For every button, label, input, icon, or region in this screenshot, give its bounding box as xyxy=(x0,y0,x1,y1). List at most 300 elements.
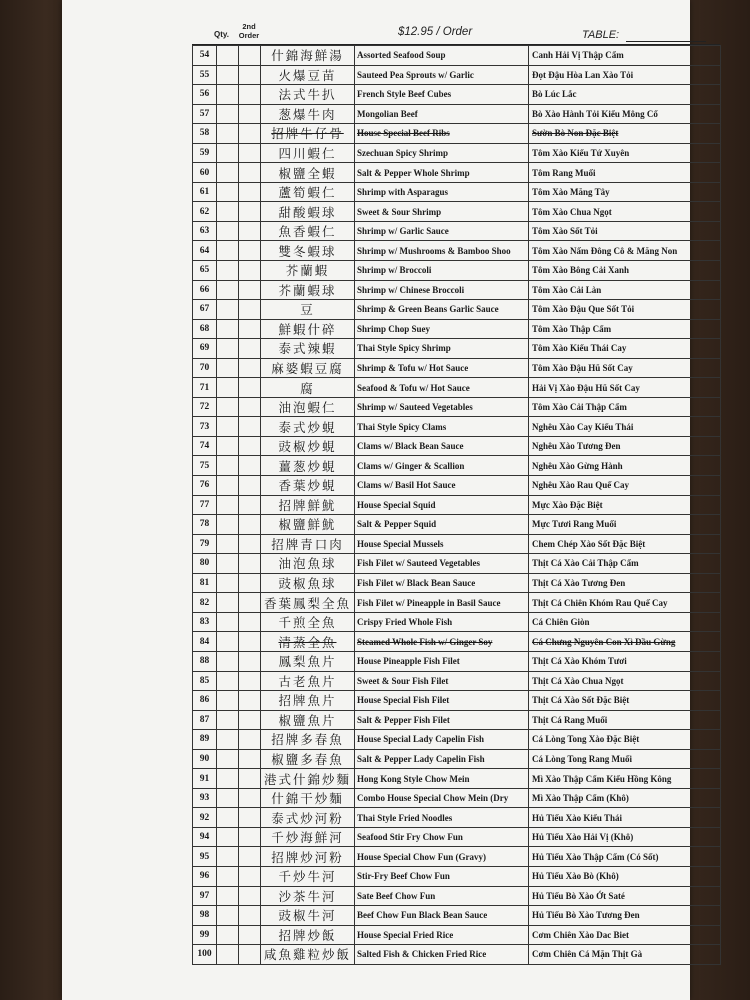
qty-cell[interactable] xyxy=(217,339,239,359)
qty-cell[interactable] xyxy=(217,769,239,789)
menu-row xyxy=(193,85,721,105)
second-order-cell[interactable] xyxy=(239,769,261,789)
qty-cell[interactable] xyxy=(217,632,239,652)
qty-cell[interactable] xyxy=(217,788,239,808)
second-order-cell[interactable] xyxy=(239,436,261,456)
item-number: 99 xyxy=(193,925,217,945)
menu-row xyxy=(193,691,721,711)
second-order-cell[interactable] xyxy=(239,651,261,671)
menu-row xyxy=(193,651,721,671)
chinese-name: 四川蝦仁 xyxy=(261,143,355,163)
second-order-cell[interactable] xyxy=(239,241,261,261)
english-name: Sauteed Pea Sprouts w/ Garlic xyxy=(355,65,529,85)
chinese-name: 千炒牛河 xyxy=(261,866,355,886)
item-number: 96 xyxy=(193,866,217,886)
item-number: 78 xyxy=(193,515,217,535)
vietnamese-name: Mực Xào Đặc Biệt xyxy=(529,495,721,515)
menu-row xyxy=(193,612,721,632)
english-name: Salted Fish & Chicken Fried Rice xyxy=(355,945,529,965)
menu-table xyxy=(192,45,721,965)
chinese-name: 腐 xyxy=(261,378,355,398)
vietnamese-name: Cơm Chiên Xào Dac Biet xyxy=(529,925,721,945)
item-number: 57 xyxy=(193,104,217,124)
qty-cell[interactable] xyxy=(217,554,239,574)
second-order-cell[interactable] xyxy=(239,202,261,222)
vietnamese-name: Thịt Cá Xào Chua Ngọt xyxy=(529,671,721,691)
english-name: Shrimp & Tofu w/ Hot Sauce xyxy=(355,358,529,378)
qty-cell[interactable] xyxy=(217,397,239,417)
english-name: Fish Filet w/ Sauteed Vegetables xyxy=(355,554,529,574)
second-order-column-label: 2nd Order xyxy=(238,22,260,40)
english-name: House Special Lady Capelin Fish xyxy=(355,730,529,750)
item-number: 90 xyxy=(193,749,217,769)
menu-row xyxy=(193,397,721,417)
second-order-cell[interactable] xyxy=(239,143,261,163)
vietnamese-name: Tôm Xào Kiểu Tứ Xuyên xyxy=(529,143,721,163)
item-number: 68 xyxy=(193,319,217,339)
english-name: Thai Style Spicy Clams xyxy=(355,417,529,437)
menu-row xyxy=(193,945,721,965)
second-order-cell[interactable] xyxy=(239,788,261,808)
chinese-name: 港式什錦炒麵 xyxy=(261,769,355,789)
item-number: 77 xyxy=(193,495,217,515)
chinese-name: 芥蘭蝦球 xyxy=(261,280,355,300)
menu-order-form xyxy=(192,22,720,965)
english-name: Fish Filet w/ Black Bean Sauce xyxy=(355,573,529,593)
menu-row xyxy=(193,182,721,202)
qty-cell[interactable] xyxy=(217,104,239,124)
vietnamese-name: Hủ Tiếu Xào Thập Cẩm (Có Sốt) xyxy=(529,847,721,867)
english-name: Clams w/ Black Bean Sauce xyxy=(355,436,529,456)
qty-cell[interactable] xyxy=(217,515,239,535)
second-order-cell[interactable] xyxy=(239,124,261,144)
qty-cell[interactable] xyxy=(217,827,239,847)
item-number: 76 xyxy=(193,476,217,496)
menu-row xyxy=(193,436,721,456)
english-name: Assorted Seafood Soup xyxy=(355,46,529,66)
menu-row xyxy=(193,495,721,515)
menu-row xyxy=(193,769,721,789)
chinese-name: 油泡魚球 xyxy=(261,554,355,574)
second-order-cell[interactable] xyxy=(239,339,261,359)
form-header xyxy=(192,22,720,45)
english-name: Stir-Fry Beef Chow Fun xyxy=(355,866,529,886)
chinese-name: 招牌牛仔骨 xyxy=(261,124,355,144)
second-order-cell[interactable] xyxy=(239,163,261,183)
menu-row xyxy=(193,46,721,66)
item-number: 100 xyxy=(193,945,217,965)
menu-row xyxy=(193,241,721,261)
item-number: 58 xyxy=(193,124,217,144)
vietnamese-name: Cơm Chiên Cá Mặn Thịt Gà xyxy=(529,945,721,965)
qty-cell[interactable] xyxy=(217,749,239,769)
chinese-name: 法式牛扒 xyxy=(261,85,355,105)
qty-cell[interactable] xyxy=(217,85,239,105)
english-name: Shrimp w/ Chinese Broccoli xyxy=(355,280,529,300)
second-order-cell[interactable] xyxy=(239,319,261,339)
vietnamese-name: Thịt Cá Xào Cải Thập Cẩm xyxy=(529,554,721,574)
menu-row xyxy=(193,476,721,496)
chinese-name: 咸魚雞粒炒飯 xyxy=(261,945,355,965)
chinese-name: 招牌多春魚 xyxy=(261,730,355,750)
chinese-name: 招牌炒飯 xyxy=(261,925,355,945)
menu-row xyxy=(193,417,721,437)
second-order-cell[interactable] xyxy=(239,456,261,476)
second-order-cell[interactable] xyxy=(239,65,261,85)
second-order-cell[interactable] xyxy=(239,612,261,632)
vietnamese-name: Thịt Cá Rang Muối xyxy=(529,710,721,730)
vietnamese-name: Nghêu Xào Cay Kiểu Thái xyxy=(529,417,721,437)
chinese-name: 椒鹽鮮魷 xyxy=(261,515,355,535)
table-number-label: TABLE: xyxy=(582,29,620,41)
order-sheet xyxy=(62,0,690,1000)
vietnamese-name: Tôm Xào Kiểu Thái Cay xyxy=(529,339,721,359)
chinese-name: 蘆筍蝦仁 xyxy=(261,182,355,202)
english-name: Sweet & Sour Shrimp xyxy=(355,202,529,222)
second-order-cell[interactable] xyxy=(239,495,261,515)
qty-cell[interactable] xyxy=(217,417,239,437)
english-name: Salt & Pepper Fish Filet xyxy=(355,710,529,730)
vietnamese-name: Nghêu Xào Gừng Hành xyxy=(529,456,721,476)
vietnamese-name: Mì Xào Thập Cẩm (Khô) xyxy=(529,788,721,808)
qty-cell[interactable] xyxy=(217,612,239,632)
second-order-cell[interactable] xyxy=(239,906,261,926)
chinese-name: 千煎全魚 xyxy=(261,612,355,632)
menu-row xyxy=(193,925,721,945)
item-number: 62 xyxy=(193,202,217,222)
item-number: 93 xyxy=(193,788,217,808)
chinese-name: 椒鹽魚片 xyxy=(261,710,355,730)
second-order-cell[interactable] xyxy=(239,671,261,691)
menu-row xyxy=(193,749,721,769)
chinese-name: 薑葱炒蜆 xyxy=(261,456,355,476)
menu-row xyxy=(193,730,721,750)
vietnamese-name: Tôm Xào Sốt Tỏi xyxy=(529,221,721,241)
item-number: 73 xyxy=(193,417,217,437)
vietnamese-name: Hủ Tiếu Bò Xào Ớt Saté xyxy=(529,886,721,906)
qty-cell[interactable] xyxy=(217,436,239,456)
second-order-cell[interactable] xyxy=(239,710,261,730)
chinese-name: 招牌青口肉 xyxy=(261,534,355,554)
vietnamese-name: Hủ Tiếu Bò Xào Tương Đen xyxy=(529,906,721,926)
english-name: Clams w/ Ginger & Scallion xyxy=(355,456,529,476)
qty-cell[interactable] xyxy=(217,573,239,593)
qty-cell[interactable] xyxy=(217,593,239,613)
english-name: House Special Mussels xyxy=(355,534,529,554)
english-name: Sweet & Sour Fish Filet xyxy=(355,671,529,691)
chinese-name: 甜酸蝦球 xyxy=(261,202,355,222)
item-number: 80 xyxy=(193,554,217,574)
qty-cell[interactable] xyxy=(217,886,239,906)
chinese-name: 椒鹽全蝦 xyxy=(261,163,355,183)
second-order-cell[interactable] xyxy=(239,104,261,124)
qty-cell[interactable] xyxy=(217,163,239,183)
item-number: 87 xyxy=(193,710,217,730)
vietnamese-name: Hải Vị Xào Đậu Hũ Sốt Cay xyxy=(529,378,721,398)
second-order-cell[interactable] xyxy=(239,280,261,300)
price-per-order: $12.95 / Order xyxy=(398,26,473,38)
menu-row xyxy=(193,65,721,85)
vietnamese-name: Mì Xào Thập Cẩm Kiểu Hồng Kông xyxy=(529,769,721,789)
qty-cell[interactable] xyxy=(217,46,239,66)
vietnamese-name: Canh Hải Vị Thập Cẩm xyxy=(529,46,721,66)
second-order-cell[interactable] xyxy=(239,847,261,867)
english-name: Seafood & Tofu w/ Hot Sauce xyxy=(355,378,529,398)
qty-cell[interactable] xyxy=(217,261,239,281)
english-name: Shrimp Chop Suey xyxy=(355,319,529,339)
menu-row xyxy=(193,808,721,828)
item-number: 61 xyxy=(193,182,217,202)
menu-row xyxy=(193,143,721,163)
chinese-name: 招牌鮮魷 xyxy=(261,495,355,515)
vietnamese-name: Nghêu Xào Rau Quế Cay xyxy=(529,476,721,496)
second-order-cell[interactable] xyxy=(239,417,261,437)
item-number: 65 xyxy=(193,261,217,281)
qty-cell[interactable] xyxy=(217,319,239,339)
second-order-cell[interactable] xyxy=(239,691,261,711)
qty-cell[interactable] xyxy=(217,866,239,886)
english-name: House Special Squid xyxy=(355,495,529,515)
english-name: Shrimp w/ Garlic Sauce xyxy=(355,221,529,241)
qty-column-label: Qty. xyxy=(214,30,229,39)
english-name: Mongolian Beef xyxy=(355,104,529,124)
menu-row xyxy=(193,554,721,574)
menu-row xyxy=(193,358,721,378)
vietnamese-name: Thịt Cá Chiên Khóm Rau Quế Cay xyxy=(529,593,721,613)
chinese-name: 泰式炒蜆 xyxy=(261,417,355,437)
menu-row xyxy=(193,221,721,241)
chinese-name: 魚香蝦仁 xyxy=(261,221,355,241)
chinese-name: 鮮蝦什碎 xyxy=(261,319,355,339)
english-name: Steamed Whole Fish w/ Ginger Soy xyxy=(355,632,529,652)
menu-row xyxy=(193,534,721,554)
menu-row xyxy=(193,280,721,300)
vietnamese-name: Bò Lúc Lắc xyxy=(529,85,721,105)
second-order-cell[interactable] xyxy=(239,46,261,66)
vietnamese-name: Nghêu Xào Tương Đen xyxy=(529,436,721,456)
menu-row xyxy=(193,632,721,652)
item-number: 60 xyxy=(193,163,217,183)
chinese-name: 鳳梨魚片 xyxy=(261,651,355,671)
item-number: 75 xyxy=(193,456,217,476)
english-name: Sate Beef Chow Fun xyxy=(355,886,529,906)
item-number: 67 xyxy=(193,300,217,320)
chinese-name: 椒鹽多春魚 xyxy=(261,749,355,769)
qty-cell[interactable] xyxy=(217,456,239,476)
second-order-cell[interactable] xyxy=(239,554,261,574)
item-number: 74 xyxy=(193,436,217,456)
english-name: Beef Chow Fun Black Bean Sauce xyxy=(355,906,529,926)
vietnamese-name: Cá Lòng Tong Xào Đặc Biệt xyxy=(529,730,721,750)
english-name: Thai Style Spicy Shrimp xyxy=(355,339,529,359)
item-number: 82 xyxy=(193,593,217,613)
qty-cell[interactable] xyxy=(217,808,239,828)
second-order-cell[interactable] xyxy=(239,827,261,847)
vietnamese-name: Tôm Xào Cải Làn xyxy=(529,280,721,300)
english-name: Shrimp & Green Beans Garlic Sauce xyxy=(355,300,529,320)
item-number: 70 xyxy=(193,358,217,378)
menu-row xyxy=(193,104,721,124)
item-number: 56 xyxy=(193,85,217,105)
item-number: 85 xyxy=(193,671,217,691)
item-number: 92 xyxy=(193,808,217,828)
english-name: Shrimp w/ Sauteed Vegetables xyxy=(355,397,529,417)
second-order-cell[interactable] xyxy=(239,945,261,965)
chinese-name: 泰式炒河粉 xyxy=(261,808,355,828)
qty-cell[interactable] xyxy=(217,182,239,202)
english-name: Salt & Pepper Lady Capelin Fish xyxy=(355,749,529,769)
second-order-cell[interactable] xyxy=(239,515,261,535)
second-order-cell[interactable] xyxy=(239,261,261,281)
vietnamese-name: Tôm Xào Bông Cải Xanh xyxy=(529,261,721,281)
second-order-cell[interactable] xyxy=(239,808,261,828)
item-number: 63 xyxy=(193,221,217,241)
qty-cell[interactable] xyxy=(217,495,239,515)
chinese-name: 雙冬蝦球 xyxy=(261,241,355,261)
qty-cell[interactable] xyxy=(217,730,239,750)
item-number: 86 xyxy=(193,691,217,711)
chinese-name: 千炒海鮮河 xyxy=(261,827,355,847)
qty-cell[interactable] xyxy=(217,280,239,300)
vietnamese-name: Cá Chiên Giòn xyxy=(529,612,721,632)
qty-cell[interactable] xyxy=(217,691,239,711)
item-number: 79 xyxy=(193,534,217,554)
second-order-cell[interactable] xyxy=(239,593,261,613)
qty-cell[interactable] xyxy=(217,378,239,398)
english-name: House Special Beef Ribs xyxy=(355,124,529,144)
chinese-name: 芥蘭蝦 xyxy=(261,261,355,281)
chinese-name: 豉椒炒蜆 xyxy=(261,436,355,456)
english-name: Seafood Stir Fry Chow Fun xyxy=(355,827,529,847)
menu-row xyxy=(193,847,721,867)
qty-cell[interactable] xyxy=(217,143,239,163)
item-number: 98 xyxy=(193,906,217,926)
qty-cell[interactable] xyxy=(217,300,239,320)
vietnamese-name: Tôm Rang Muối xyxy=(529,163,721,183)
second-order-cell[interactable] xyxy=(239,182,261,202)
item-number: 95 xyxy=(193,847,217,867)
second-order-cell[interactable] xyxy=(239,866,261,886)
qty-cell[interactable] xyxy=(217,124,239,144)
second-order-cell[interactable] xyxy=(239,886,261,906)
second-order-cell[interactable] xyxy=(239,221,261,241)
item-number: 66 xyxy=(193,280,217,300)
item-number: 69 xyxy=(193,339,217,359)
second-order-cell[interactable] xyxy=(239,573,261,593)
second-order-cell[interactable] xyxy=(239,730,261,750)
qty-cell[interactable] xyxy=(217,671,239,691)
qty-cell[interactable] xyxy=(217,945,239,965)
vietnamese-name: Tôm Xào Nấm Đông Cô & Măng Non xyxy=(529,241,721,261)
vietnamese-name: Tôm Xào Đậu Hũ Sốt Cay xyxy=(529,358,721,378)
chinese-name: 什錦海鮮湯 xyxy=(261,46,355,66)
second-order-cell[interactable] xyxy=(239,534,261,554)
item-number: 83 xyxy=(193,612,217,632)
english-name: Hong Kong Style Chow Mein xyxy=(355,769,529,789)
chinese-name: 葱爆牛肉 xyxy=(261,104,355,124)
chinese-name: 香葉炒蜆 xyxy=(261,476,355,496)
vietnamese-name: Thịt Cá Xào Khóm Tươi xyxy=(529,651,721,671)
menu-row xyxy=(193,163,721,183)
vietnamese-name: Hủ Tiếu Xào Bò (Khô) xyxy=(529,866,721,886)
qty-cell[interactable] xyxy=(217,651,239,671)
english-name: Salt & Pepper Whole Shrimp xyxy=(355,163,529,183)
menu-row xyxy=(193,378,721,398)
menu-row xyxy=(193,593,721,613)
chinese-name: 麻婆蝦豆腐 xyxy=(261,358,355,378)
english-name: French Style Beef Cubes xyxy=(355,85,529,105)
chinese-name: 泰式辣蝦 xyxy=(261,339,355,359)
qty-cell[interactable] xyxy=(217,710,239,730)
menu-row xyxy=(193,456,721,476)
menu-row xyxy=(193,788,721,808)
qty-cell[interactable] xyxy=(217,847,239,867)
chinese-name: 什錦干炒麵 xyxy=(261,788,355,808)
english-name: Combo House Special Chow Mein (Dry xyxy=(355,788,529,808)
vietnamese-name: Đọt Đậu Hòa Lan Xào Tỏi xyxy=(529,65,721,85)
vietnamese-name: Tôm Xào Thập Cẩm xyxy=(529,319,721,339)
item-number: 54 xyxy=(193,46,217,66)
second-order-cell[interactable] xyxy=(239,476,261,496)
item-number: 71 xyxy=(193,378,217,398)
item-number: 81 xyxy=(193,573,217,593)
qty-cell[interactable] xyxy=(217,534,239,554)
menu-row xyxy=(193,906,721,926)
second-order-cell[interactable] xyxy=(239,358,261,378)
english-name: Shrimp w/ Mushrooms & Bamboo Shoo xyxy=(355,241,529,261)
second-order-cell[interactable] xyxy=(239,749,261,769)
qty-cell[interactable] xyxy=(217,202,239,222)
qty-cell[interactable] xyxy=(217,906,239,926)
english-name: Fish Filet w/ Pineapple in Basil Sauce xyxy=(355,593,529,613)
qty-cell[interactable] xyxy=(217,925,239,945)
item-number: 64 xyxy=(193,241,217,261)
menu-row xyxy=(193,319,721,339)
qty-cell[interactable] xyxy=(217,241,239,261)
english-name: House Special Fish Filet xyxy=(355,691,529,711)
chinese-name: 沙茶牛河 xyxy=(261,886,355,906)
second-order-cell[interactable] xyxy=(239,378,261,398)
menu-row xyxy=(193,202,721,222)
chinese-name: 招牌炒河粉 xyxy=(261,847,355,867)
qty-cell[interactable] xyxy=(217,476,239,496)
second-order-cell[interactable] xyxy=(239,300,261,320)
qty-cell[interactable] xyxy=(217,221,239,241)
table-number-field[interactable] xyxy=(626,41,706,42)
qty-cell[interactable] xyxy=(217,358,239,378)
second-order-cell[interactable] xyxy=(239,397,261,417)
vietnamese-name: Tôm Xào Chua Ngọt xyxy=(529,202,721,222)
menu-row xyxy=(193,886,721,906)
second-order-cell[interactable] xyxy=(239,85,261,105)
menu-row xyxy=(193,124,721,144)
menu-row xyxy=(193,300,721,320)
second-order-cell[interactable] xyxy=(239,632,261,652)
vietnamese-name: Tôm Xào Cải Thập Cẩm xyxy=(529,397,721,417)
menu-row xyxy=(193,261,721,281)
english-name: Shrimp w/ Broccoli xyxy=(355,261,529,281)
chinese-name: 清蒸全魚 xyxy=(261,632,355,652)
item-number: 91 xyxy=(193,769,217,789)
chinese-name: 油泡蝦仁 xyxy=(261,397,355,417)
qty-cell[interactable] xyxy=(217,65,239,85)
menu-row xyxy=(193,866,721,886)
english-name: House Pineapple Fish Filet xyxy=(355,651,529,671)
item-number: 59 xyxy=(193,143,217,163)
english-name: Clams w/ Basil Hot Sauce xyxy=(355,476,529,496)
second-order-cell[interactable] xyxy=(239,925,261,945)
english-name: Crispy Fried Whole Fish xyxy=(355,612,529,632)
